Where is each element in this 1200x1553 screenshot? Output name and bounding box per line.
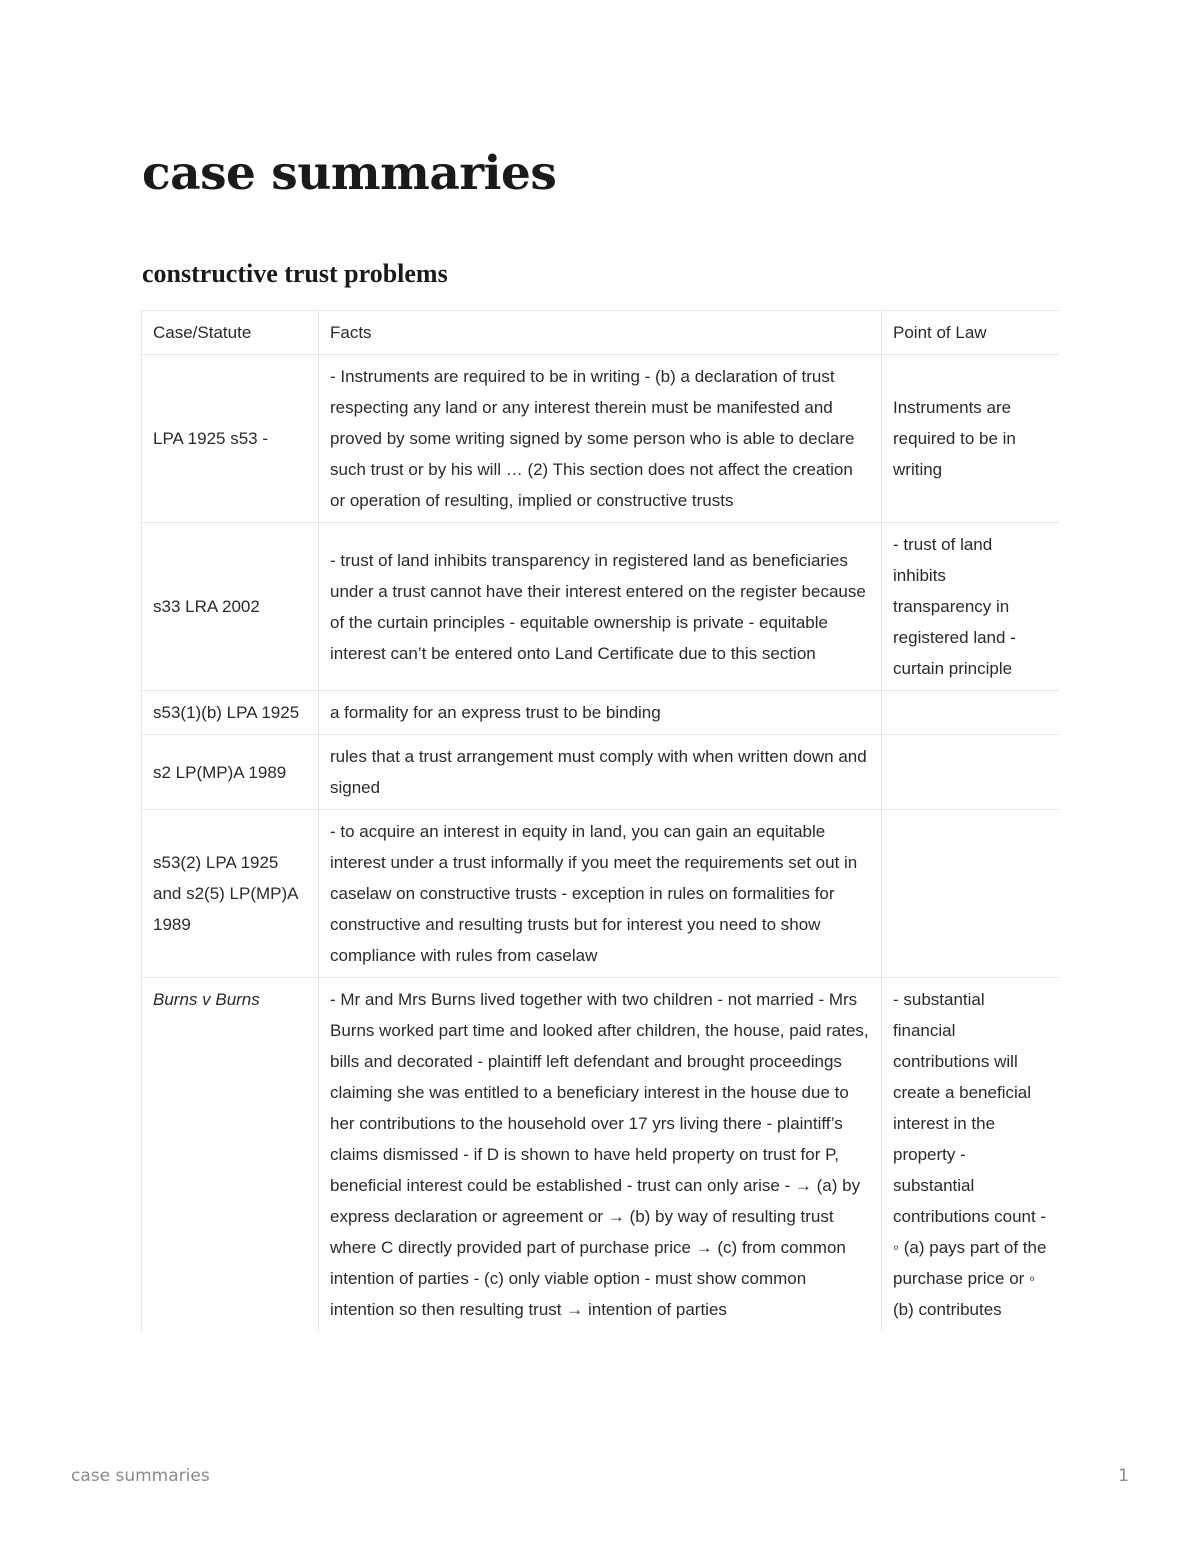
facts-cell: - to acquire an interest in equity in land, you can gain an equitable interest under a trust informally if you meet the requirements set out in caselaw on constructive trusts - exception in rules on formalities for constructive and resulting trusts but for interest you need to show compliance with rules from caselaw (319, 810, 882, 978)
facts-cell: - Instruments are required to be in writing - (b) a declaration of trust respecting any land or any interest therein must be manifested and proved by some writing signed by some person who is able to declare such trust or by his will … (2) This section does not affect the creation or operation of resulting, implied or constructive trusts (319, 355, 882, 523)
footer-document-title: case summaries (71, 1466, 210, 1486)
column-header-case: Case/Statute (142, 311, 319, 355)
case-cell: s33 LRA 2002 (142, 523, 319, 691)
table-row (142, 355, 1060, 523)
facts-cell: rules that a trust arrangement must comply with when written down and signed (319, 735, 882, 810)
table-row (142, 810, 1060, 978)
table-row (142, 691, 1060, 735)
table-header-row (142, 311, 1060, 355)
case-cell: Burns v Burns (142, 978, 319, 1332)
table-row (142, 523, 1060, 691)
column-header-facts: Facts (319, 311, 882, 355)
column-header-point-of-law: Point of Law (882, 311, 1060, 355)
point-of-law-cell (882, 691, 1060, 735)
facts-cell: a formality for an express trust to be binding (319, 691, 882, 735)
case-cell: LPA 1925 s53 - (142, 355, 319, 523)
page-number: 1 (1118, 1466, 1129, 1486)
point-of-law-cell: - trust of land inhibits transparency in registered land - curtain principle (882, 523, 1060, 691)
section-heading: constructive trust problems (142, 259, 448, 288)
point-of-law-cell: Instruments are required to be in writing (882, 355, 1060, 523)
case-cell: s53(2) LPA 1925 and s2(5) LP(MP)A 1989 (142, 810, 319, 978)
case-cell: s2 LP(MP)A 1989 (142, 735, 319, 810)
point-of-law-cell (882, 735, 1060, 810)
page-title: case summaries (142, 146, 557, 201)
point-of-law-cell: - substantial financial contributions will create a beneficial interest in the property - substantial contributions count - ◦ (a) pays part of the purchase price or ◦ (b) contributes (882, 978, 1060, 1332)
facts-cell: - trust of land inhibits transparency in registered land as beneficiaries under a trust cannot have their interest entered on the register because of the curtain principles - equitable ownership is private - equitable interest can’t be entered onto Land Certificate due to this section (319, 523, 882, 691)
table-row (142, 978, 1060, 1332)
case-table (141, 310, 1059, 1331)
case-table-container (141, 310, 1059, 1410)
table-row (142, 735, 1060, 810)
point-of-law-cell (882, 810, 1060, 978)
facts-cell: - Mr and Mrs Burns lived together with two children - not married - Mrs Burns worked part time and looked after children, the house, paid rates, bills and decorated - plaintiff left defendant and brought proceedings claiming she was entitled to a beneficiary interest in the house due to her contributions to the household over 17 yrs living there - plaintiff’s claims dismissed - if D is shown to have held property on trust for P, beneficial interest could be established - trust can only arise - → (a) by express declaration or agreement or → (b) by way of resulting trust where C directly provided part of purchase price → (c) from common intention of parties - (c) only viable option - must show common intention so then resulting trust → intention of parties (319, 978, 882, 1332)
case-cell: s53(1)(b) LPA 1925 (142, 691, 319, 735)
